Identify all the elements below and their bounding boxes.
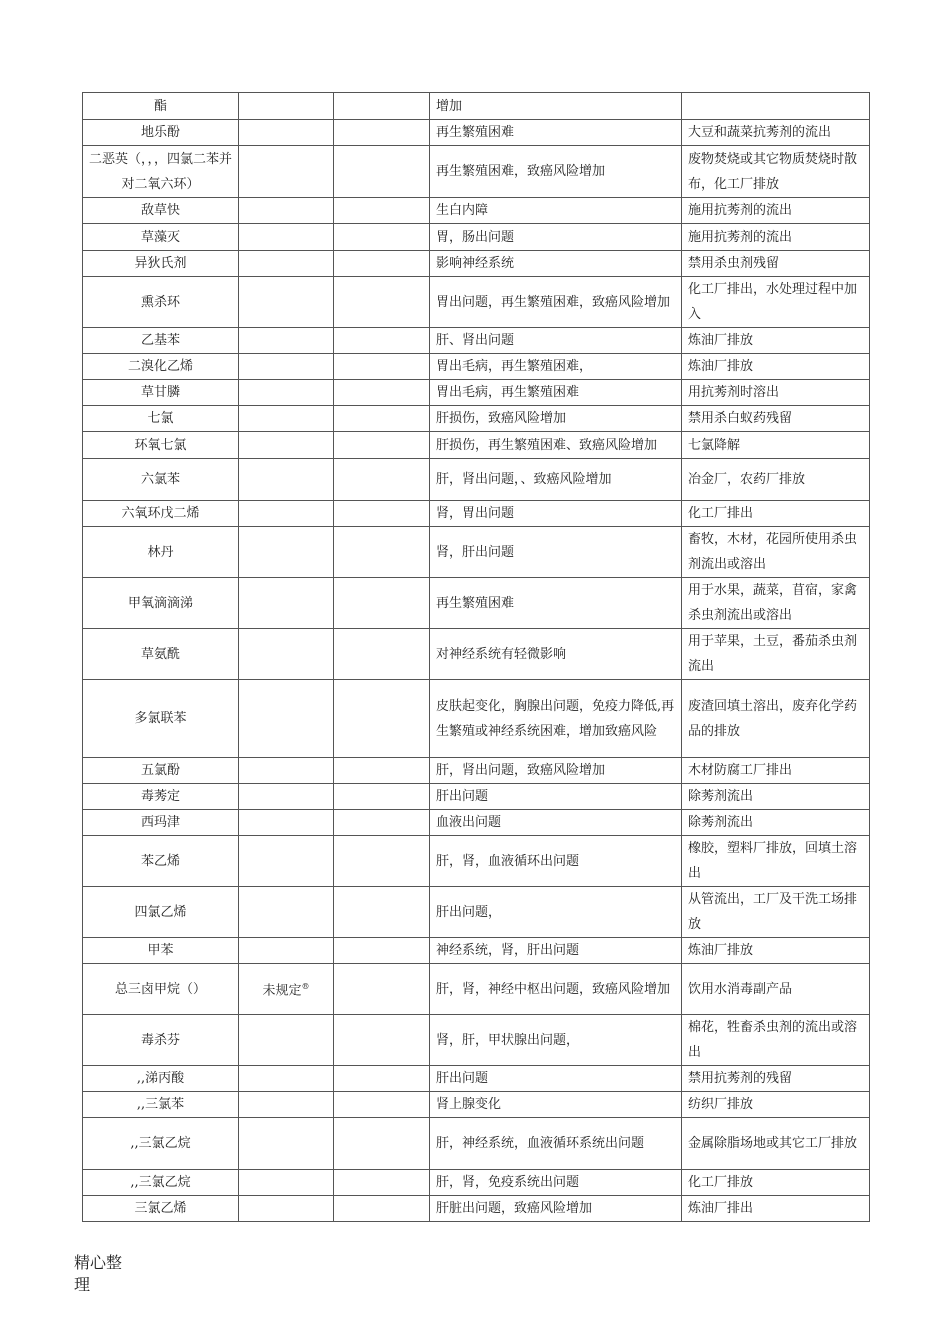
substance-name-cell: 多氯联苯 <box>83 680 239 758</box>
goal-cell <box>334 354 430 380</box>
goal-cell <box>334 432 430 459</box>
goal-cell <box>334 1196 430 1222</box>
goal-cell <box>334 810 430 836</box>
limit-cell <box>239 1015 334 1066</box>
substance-name-cell: 六氯苯 <box>83 459 239 501</box>
table-row <box>83 406 870 432</box>
table-row <box>83 1196 870 1222</box>
table-row <box>83 198 870 224</box>
substance-name-cell: 六氧环戊二烯 <box>83 501 239 527</box>
table-row <box>83 527 870 578</box>
goal-cell <box>334 527 430 578</box>
substance-name-cell: 甲苯 <box>83 938 239 964</box>
limit-cell <box>239 629 334 680</box>
table-row <box>83 938 870 964</box>
table-row <box>83 501 870 527</box>
health-effect-cell: 肝出问题， <box>430 887 682 938</box>
goal-cell <box>334 406 430 432</box>
table-row <box>83 887 870 938</box>
health-effect-cell: 胃，肠出问题 <box>430 224 682 251</box>
goal-cell <box>334 251 430 277</box>
health-effect-cell: 肾上腺变化 <box>430 1092 682 1118</box>
health-effect-cell: 影响神经系统 <box>430 251 682 277</box>
limit-cell <box>239 354 334 380</box>
limit-cell <box>239 836 334 887</box>
goal-cell <box>334 938 430 964</box>
pollution-source-cell: 用抗莠剂时溶出 <box>682 380 870 406</box>
pollution-source-cell: 从管流出，工厂及干洗工场排放 <box>682 887 870 938</box>
health-effect-cell: 肝损伤，致癌风险增加 <box>430 406 682 432</box>
table-row <box>83 354 870 380</box>
health-effect-cell: 肝、肾出问题 <box>430 328 682 354</box>
limit-cell <box>239 1196 334 1222</box>
pollution-source-cell: 金属除脂场地或其它工厂排放 <box>682 1118 870 1170</box>
table-row <box>83 146 870 198</box>
health-effect-cell: 皮肤起变化，胸腺出问题，免疫力降低,再生繁殖或神经系统困难，增加致癌风险 <box>430 680 682 758</box>
table-row <box>83 93 870 120</box>
table-row <box>83 224 870 251</box>
substance-name-cell: 林丹 <box>83 527 239 578</box>
goal-cell <box>334 198 430 224</box>
table-row <box>83 836 870 887</box>
goal-cell <box>334 1170 430 1196</box>
goal-cell <box>334 1118 430 1170</box>
health-effect-cell: 再生繁殖困难，致癌风险增加 <box>430 146 682 198</box>
table-row <box>83 432 870 459</box>
pollution-source-cell: 化工厂排放 <box>682 1170 870 1196</box>
limit-cell <box>239 277 334 328</box>
limit-cell <box>239 1170 334 1196</box>
health-effect-cell: 肾，胃出问题 <box>430 501 682 527</box>
goal-cell <box>334 964 430 1015</box>
limit-cell <box>239 680 334 758</box>
substance-name-cell: 地乐酚 <box>83 120 239 146</box>
pollution-source-cell: 禁用杀虫剂残留 <box>682 251 870 277</box>
limit-cell <box>239 501 334 527</box>
pollution-source-cell: 用于水果，蔬菜，苜宿，家禽杀虫剂流出或溶出 <box>682 578 870 629</box>
substance-name-cell: ,,三氯乙烷 <box>83 1118 239 1170</box>
table-row <box>83 120 870 146</box>
limit-cell: 未规定® <box>239 964 334 1015</box>
goal-cell <box>334 1066 430 1092</box>
goal-cell <box>334 146 430 198</box>
limit-cell <box>239 380 334 406</box>
substance-name-cell: 乙基苯 <box>83 328 239 354</box>
pollution-source-cell: 橡胶，塑料厂排放，回填土溶出 <box>682 836 870 887</box>
pollution-source-cell: 炼油厂排出 <box>682 1196 870 1222</box>
table-row <box>83 459 870 501</box>
pollution-source-cell: 大豆和蔬菜抗莠剂的流出 <box>682 120 870 146</box>
goal-cell <box>334 887 430 938</box>
limit-cell <box>239 1118 334 1170</box>
health-effect-cell: 肝，肾，免疫系统出问题 <box>430 1170 682 1196</box>
pollution-source-cell: 用于苹果，土豆，番茄杀虫剂流出 <box>682 629 870 680</box>
table-body <box>83 93 870 1222</box>
limit-cell <box>239 328 334 354</box>
pollution-source-cell: 炼油厂排放 <box>682 938 870 964</box>
health-effect-cell: 肝，肾，神经中枢出问题，致癌风险增加 <box>430 964 682 1015</box>
substance-name-cell: 草甘膦 <box>83 380 239 406</box>
health-effect-cell: 肝损伤，再生繁殖困难、致癌风险增加 <box>430 432 682 459</box>
pollution-source-cell: 畜牧，木材，花园所使用杀虫剂流出或溶出 <box>682 527 870 578</box>
limit-cell <box>239 578 334 629</box>
health-effect-cell: 肝脏出问题，致癌风险增加 <box>430 1196 682 1222</box>
limit-cell <box>239 758 334 784</box>
pollution-source-cell: 施用抗莠剂的流出 <box>682 224 870 251</box>
substance-name-cell: 总三卤甲烷（） <box>83 964 239 1015</box>
health-effect-cell: 神经系统，肾，肝出问题 <box>430 938 682 964</box>
substance-name-cell: 毒莠定 <box>83 784 239 810</box>
limit-cell <box>239 251 334 277</box>
goal-cell <box>334 328 430 354</box>
pollutant-table-container <box>82 92 870 1222</box>
pollution-source-cell <box>682 93 870 120</box>
substance-name-cell: ,,三氯苯 <box>83 1092 239 1118</box>
table-row <box>83 1118 870 1170</box>
limit-cell <box>239 146 334 198</box>
table-row <box>83 810 870 836</box>
health-effect-cell: 对神经系统有轻微影响 <box>430 629 682 680</box>
pollution-source-cell: 冶金厂，农药厂排放 <box>682 459 870 501</box>
health-effect-cell: 肝，肾，血液循环出问题 <box>430 836 682 887</box>
goal-cell <box>334 629 430 680</box>
goal-cell <box>334 93 430 120</box>
footer-text: 精心整理 <box>74 1253 123 1294</box>
limit-cell <box>239 784 334 810</box>
goal-cell <box>334 380 430 406</box>
substance-name-cell: 四氯乙烯 <box>83 887 239 938</box>
substance-name-cell: 酯 <box>83 93 239 120</box>
substance-name-cell: 甲氧滴滴涕 <box>83 578 239 629</box>
substance-name-cell: 五氯酚 <box>83 758 239 784</box>
pollution-source-cell: 除莠剂流出 <box>682 810 870 836</box>
goal-cell <box>334 277 430 328</box>
table-row <box>83 1092 870 1118</box>
table-row <box>83 277 870 328</box>
footnote-mark: ® <box>301 982 310 992</box>
goal-cell <box>334 680 430 758</box>
limit-cell <box>239 527 334 578</box>
substance-name-cell: ,,三氯乙烷 <box>83 1170 239 1196</box>
health-effect-cell: 再生繁殖困难 <box>430 578 682 629</box>
goal-cell <box>334 1092 430 1118</box>
health-effect-cell: 生白内障 <box>430 198 682 224</box>
health-effect-cell: 肝，肾出问题，致癌风险增加 <box>430 758 682 784</box>
pollution-source-cell: 七氯降解 <box>682 432 870 459</box>
table-row <box>83 964 870 1015</box>
limit-cell <box>239 224 334 251</box>
table-row <box>83 328 870 354</box>
pollutant-table <box>82 92 870 1222</box>
goal-cell <box>334 224 430 251</box>
health-effect-cell: 胃出问题，再生繁殖困难，致癌风险增加 <box>430 277 682 328</box>
substance-name-cell: 三氯乙烯 <box>83 1196 239 1222</box>
substance-name-cell: 敌草快 <box>83 198 239 224</box>
health-effect-cell: 胃出毛病，再生繁殖困难 <box>430 380 682 406</box>
limit-cell <box>239 432 334 459</box>
health-effect-cell: 肝，神经系统，血液循环系统出问题 <box>430 1118 682 1170</box>
table-row <box>83 251 870 277</box>
limit-cell <box>239 1092 334 1118</box>
health-effect-cell: 增加 <box>430 93 682 120</box>
table-row <box>83 784 870 810</box>
table-row <box>83 629 870 680</box>
pollution-source-cell: 化工厂排出，水处理过程中加入 <box>682 277 870 328</box>
pollution-source-cell: 废渣回填土溶出，废弃化学药品的排放 <box>682 680 870 758</box>
health-effect-cell: 胃出毛病，再生繁殖困难， <box>430 354 682 380</box>
health-effect-cell: 肝出问题 <box>430 784 682 810</box>
table-row <box>83 1015 870 1066</box>
pollution-source-cell: 饮用水消毒副产品 <box>682 964 870 1015</box>
pollution-source-cell: 化工厂排出 <box>682 501 870 527</box>
limit-cell <box>239 938 334 964</box>
limit-cell <box>239 120 334 146</box>
health-effect-cell: 肝出问题 <box>430 1066 682 1092</box>
health-effect-cell: 肾，肝，甲状腺出问题， <box>430 1015 682 1066</box>
health-effect-cell: 血液出问题 <box>430 810 682 836</box>
limit-cell <box>239 1066 334 1092</box>
table-row <box>83 578 870 629</box>
goal-cell <box>334 459 430 501</box>
substance-name-cell: 苯乙烯 <box>83 836 239 887</box>
goal-cell <box>334 784 430 810</box>
pollution-source-cell: 禁用杀白蚁药残留 <box>682 406 870 432</box>
pollution-source-cell: 废物焚烧或其它物质焚烧时散布，化工厂排放 <box>682 146 870 198</box>
substance-name-cell: 二恶英（，，，四氯二苯并对二氧六环） <box>83 146 239 198</box>
health-effect-cell: 再生繁殖困难 <box>430 120 682 146</box>
goal-cell <box>334 501 430 527</box>
substance-name-cell: 环氧七氯 <box>83 432 239 459</box>
limit-cell <box>239 198 334 224</box>
substance-name-cell: 毒杀芬 <box>83 1015 239 1066</box>
limit-cell <box>239 887 334 938</box>
substance-name-cell: ,,涕丙酸 <box>83 1066 239 1092</box>
limit-cell <box>239 459 334 501</box>
goal-cell <box>334 1015 430 1066</box>
limit-cell <box>239 93 334 120</box>
pollution-source-cell: 炼油厂排放 <box>682 328 870 354</box>
substance-name-cell: 熏杀环 <box>83 277 239 328</box>
table-row <box>83 1170 870 1196</box>
limit-cell <box>239 406 334 432</box>
substance-name-cell: 二溴化乙烯 <box>83 354 239 380</box>
health-effect-cell: 肝，肾出问题，、致癌风险增加 <box>430 459 682 501</box>
pollution-source-cell: 禁用抗莠剂的残留 <box>682 1066 870 1092</box>
goal-cell <box>334 758 430 784</box>
goal-cell <box>334 120 430 146</box>
health-effect-cell: 肾，肝出问题 <box>430 527 682 578</box>
goal-cell <box>334 836 430 887</box>
substance-name-cell: 七氯 <box>83 406 239 432</box>
substance-name-cell: 草藻灭 <box>83 224 239 251</box>
table-row <box>83 680 870 758</box>
pollution-source-cell: 除莠剂流出 <box>682 784 870 810</box>
pollution-source-cell: 炼油厂排放 <box>682 354 870 380</box>
table-row <box>83 380 870 406</box>
pollution-source-cell: 纺织厂排放 <box>682 1092 870 1118</box>
substance-name-cell: 异狄氏剂 <box>83 251 239 277</box>
pollution-source-cell: 木材防腐工厂排出 <box>682 758 870 784</box>
limit-cell <box>239 810 334 836</box>
substance-name-cell: 草氨酰 <box>83 629 239 680</box>
goal-cell <box>334 578 430 629</box>
pollution-source-cell: 棉花，牲畜杀虫剂的流出或溶出 <box>682 1015 870 1066</box>
substance-name-cell: 西玛津 <box>83 810 239 836</box>
table-row <box>83 1066 870 1092</box>
table-row <box>83 758 870 784</box>
pollution-source-cell: 施用抗莠剂的流出 <box>682 198 870 224</box>
